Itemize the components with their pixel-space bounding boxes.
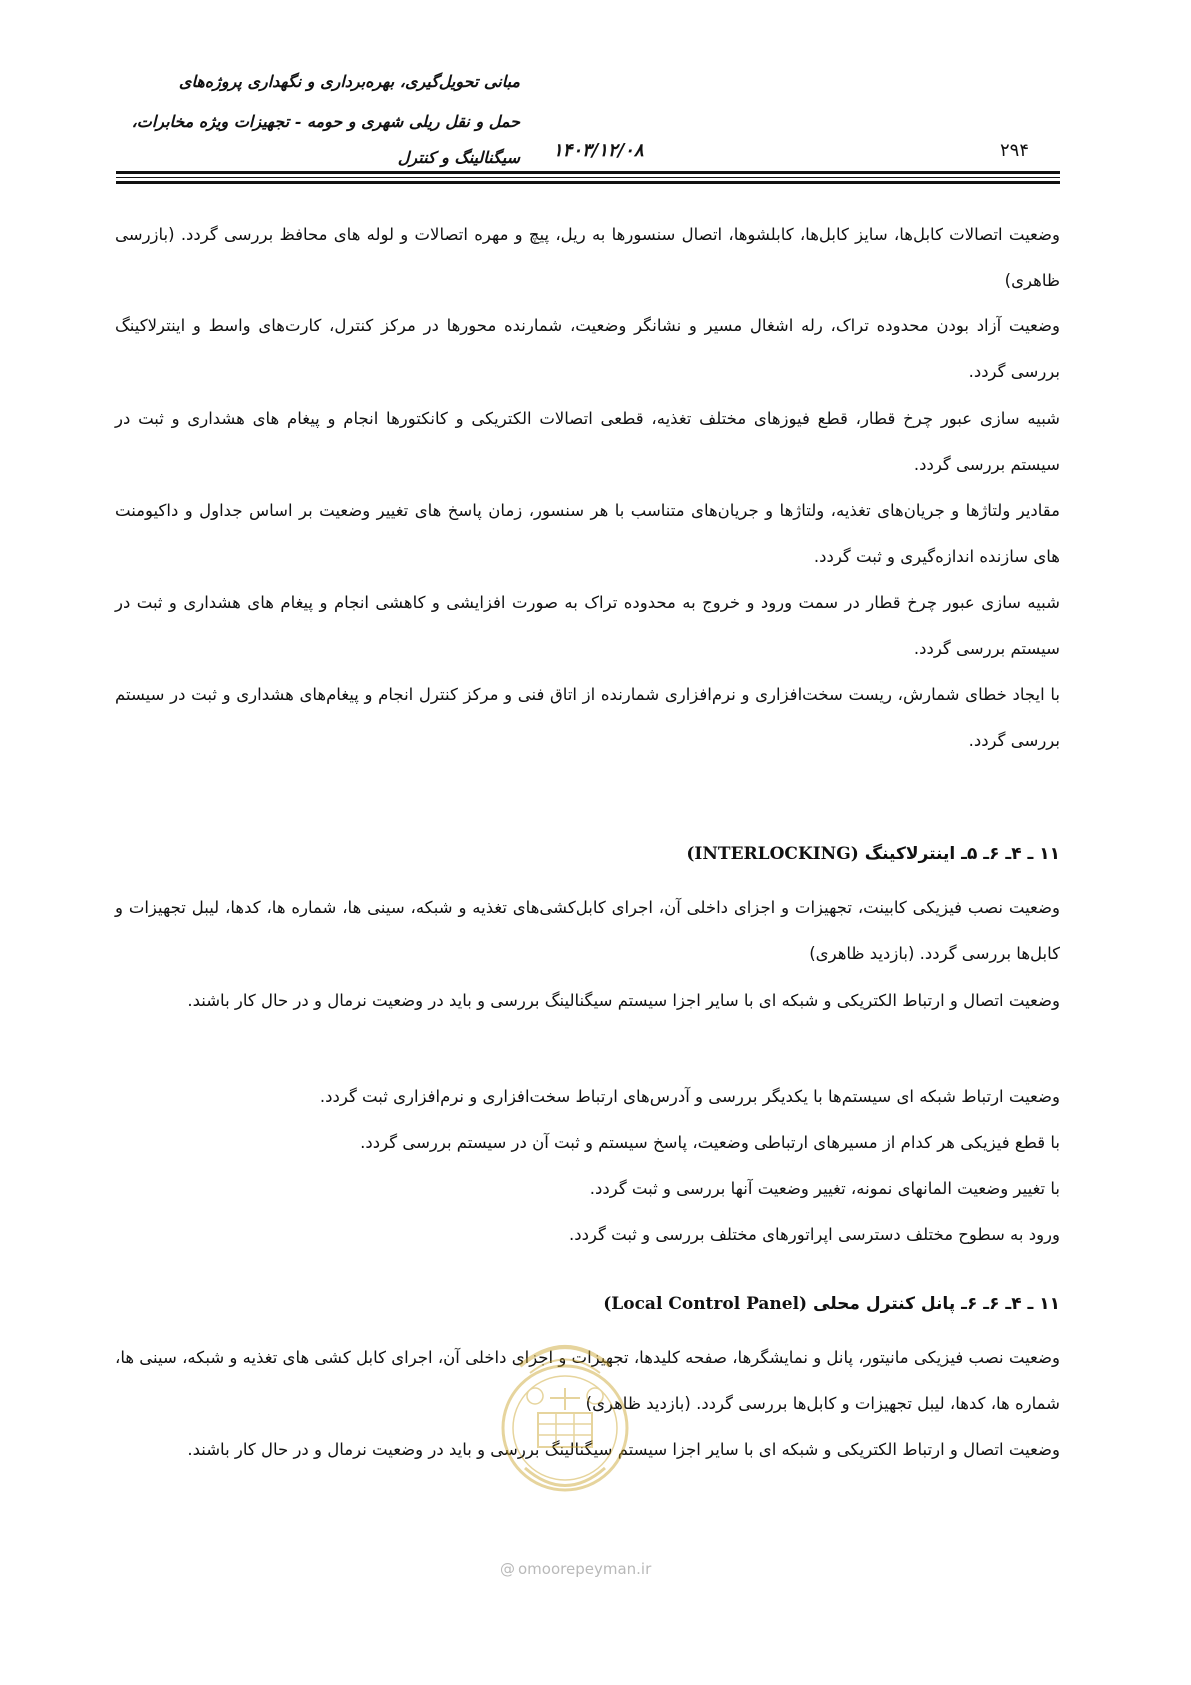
page-number: ۲۹۴: [1000, 140, 1030, 161]
section-title: اینترلاکینگ: [864, 844, 956, 864]
section-heading-interlocking: [115, 844, 1060, 864]
paragraph: وضعیت آزاد بودن محدوده تراک، رله اشغال مسیر و نشانگر وضعیت، شمارنده محورها در مرکز کنترل، کارت‌های واسط و اینترلاکینگ بررسی گردد.: [115, 316, 1060, 381]
paragraph: وضعیت اتصال و ارتباط الکتریکی و شبکه ای با سایر اجزا سیستم سیگنالینگ بررسی و باید در وضعیت نرمال و در حال کار باشند.: [187, 1440, 1060, 1459]
section-title-english: (Local Control Panel): [603, 1294, 808, 1314]
list-item: با قطع فیزیکی هر کدام از مسیرهای ارتباطی وضعیت، پاسخ سیستم و ثبت آن در سیستم بررسی گردد.: [360, 1133, 1060, 1152]
header-rule-bottom: [116, 181, 1060, 184]
paragraph: وضعیت نصب فیزیکی کابینت، تجهیزات و اجزای داخلی آن، اجرای کابل‌کشی‌های تغذیه و شبکه، سینی ها، شماره ها، کدها، لیبل تجهیزات و کابل‌ها بررسی گردد. (بازدید ظاهری): [115, 898, 1060, 963]
list-item: ورود به سطوح مختلف دسترسی اپراتورهای مختلف بررسی و ثبت گردد.: [568, 1225, 1060, 1244]
watermark-text: @ omoorepeyman.ir: [500, 1560, 652, 1578]
list-item: با تغییر وضعیت المانهای نمونه، تغییر وضعیت آنها بررسی و ثبت گردد.: [589, 1179, 1060, 1198]
section-heading-local-control-panel: [115, 1294, 1060, 1314]
watermark-seal-icon: [490, 1318, 640, 1528]
section-number: ۱۱ ـ ۴ـ ۶ـ ۵ـ: [961, 844, 1060, 864]
header-title-line2: حمل و نقل ریلی شهری و حومه - تجهیزات ویژه مخابرات،: [131, 112, 520, 131]
paragraph: وضعیت نصب فیزیکی مانیتور، پانل و نمایشگرها، صفحه کلیدها، تجهیزات و اجزای داخلی آن، اجرای کابل کشی های تغذیه و شبکه، سینی ها، شماره ها، کدها، لیبل تجهیزات و کابل‌ها بررسی گردد. (بازدید ظاهری): [115, 1348, 1060, 1413]
section-title: پانل کنترل محلی: [813, 1294, 956, 1314]
header-title-line3: سیگنالینگ و کنترل: [397, 148, 520, 167]
paragraph: وضعیت اتصالات کابل‌ها، سایز کابل‌ها، کابلشوها، اتصال سنسورها به ریل، پیچ و مهره اتصالات و لوله های محافظ بررسی گردد. (بازرسی ظاهری): [115, 225, 1060, 290]
at-icon: @: [500, 1560, 515, 1578]
header-rule-middle: [116, 177, 1060, 178]
header-rule-top: [116, 171, 1060, 174]
paragraph: شبیه سازی عبور چرخ قطار در سمت ورود و خروج به محدوده تراک به صورت افزایشی و کاهشی انجام و پیغام های هشداری و ثبت در سیستم بررسی گردد.: [115, 593, 1060, 658]
paragraph: با ایجاد خطای شمارش، ریست سخت‌افزاری و نرم‌افزاری شمارنده از اتاق فنی و مرکز کنترل انجام و پیغام‌های هشداری و ثبت در سیستم بررسی گردد.: [115, 685, 1060, 750]
list-item: وضعیت ارتباط شبکه ای سیستم‌ها با یکدیگر بررسی و آدرس‌های ارتباط سخت‌افزاری و نرم‌افزاری ثبت گردد.: [319, 1087, 1060, 1106]
header-date: ۱۴۰۳/۱۲/۰۸: [553, 140, 644, 161]
section-title-english: (INTERLOCKING): [686, 844, 859, 864]
paragraph: شبیه سازی عبور چرخ قطار، قطع فیوزهای مختلف تغذیه، قطعی اتصالات الکتریکی و کانکتورها انجام و پیغام های هشداری و ثبت در سیستم بررسی گردد.: [115, 409, 1060, 474]
paragraph: وضعیت اتصال و ارتباط الکتریکی و شبکه ای با سایر اجزا سیستم سیگنالینگ بررسی و باید در وضعیت نرمال و در حال کار باشند.: [187, 991, 1060, 1010]
section-number: ۱۱ ـ ۴ـ ۶ـ ۶ـ: [961, 1294, 1060, 1314]
paragraph: مقادیر ولتاژها و جریان‌های تغذیه، ولتاژها و جریان‌های متناسب با هر سنسور، زمان پاسخ های تغییر وضعیت بر اساس جداول و داکیومنت های سازنده اندازه‌گیری و ثبت گردد.: [115, 501, 1060, 566]
header-title-line1: مبانی تحویل‌گیری، بهره‌برداری و نگهداری پروژه‌های: [178, 72, 520, 91]
